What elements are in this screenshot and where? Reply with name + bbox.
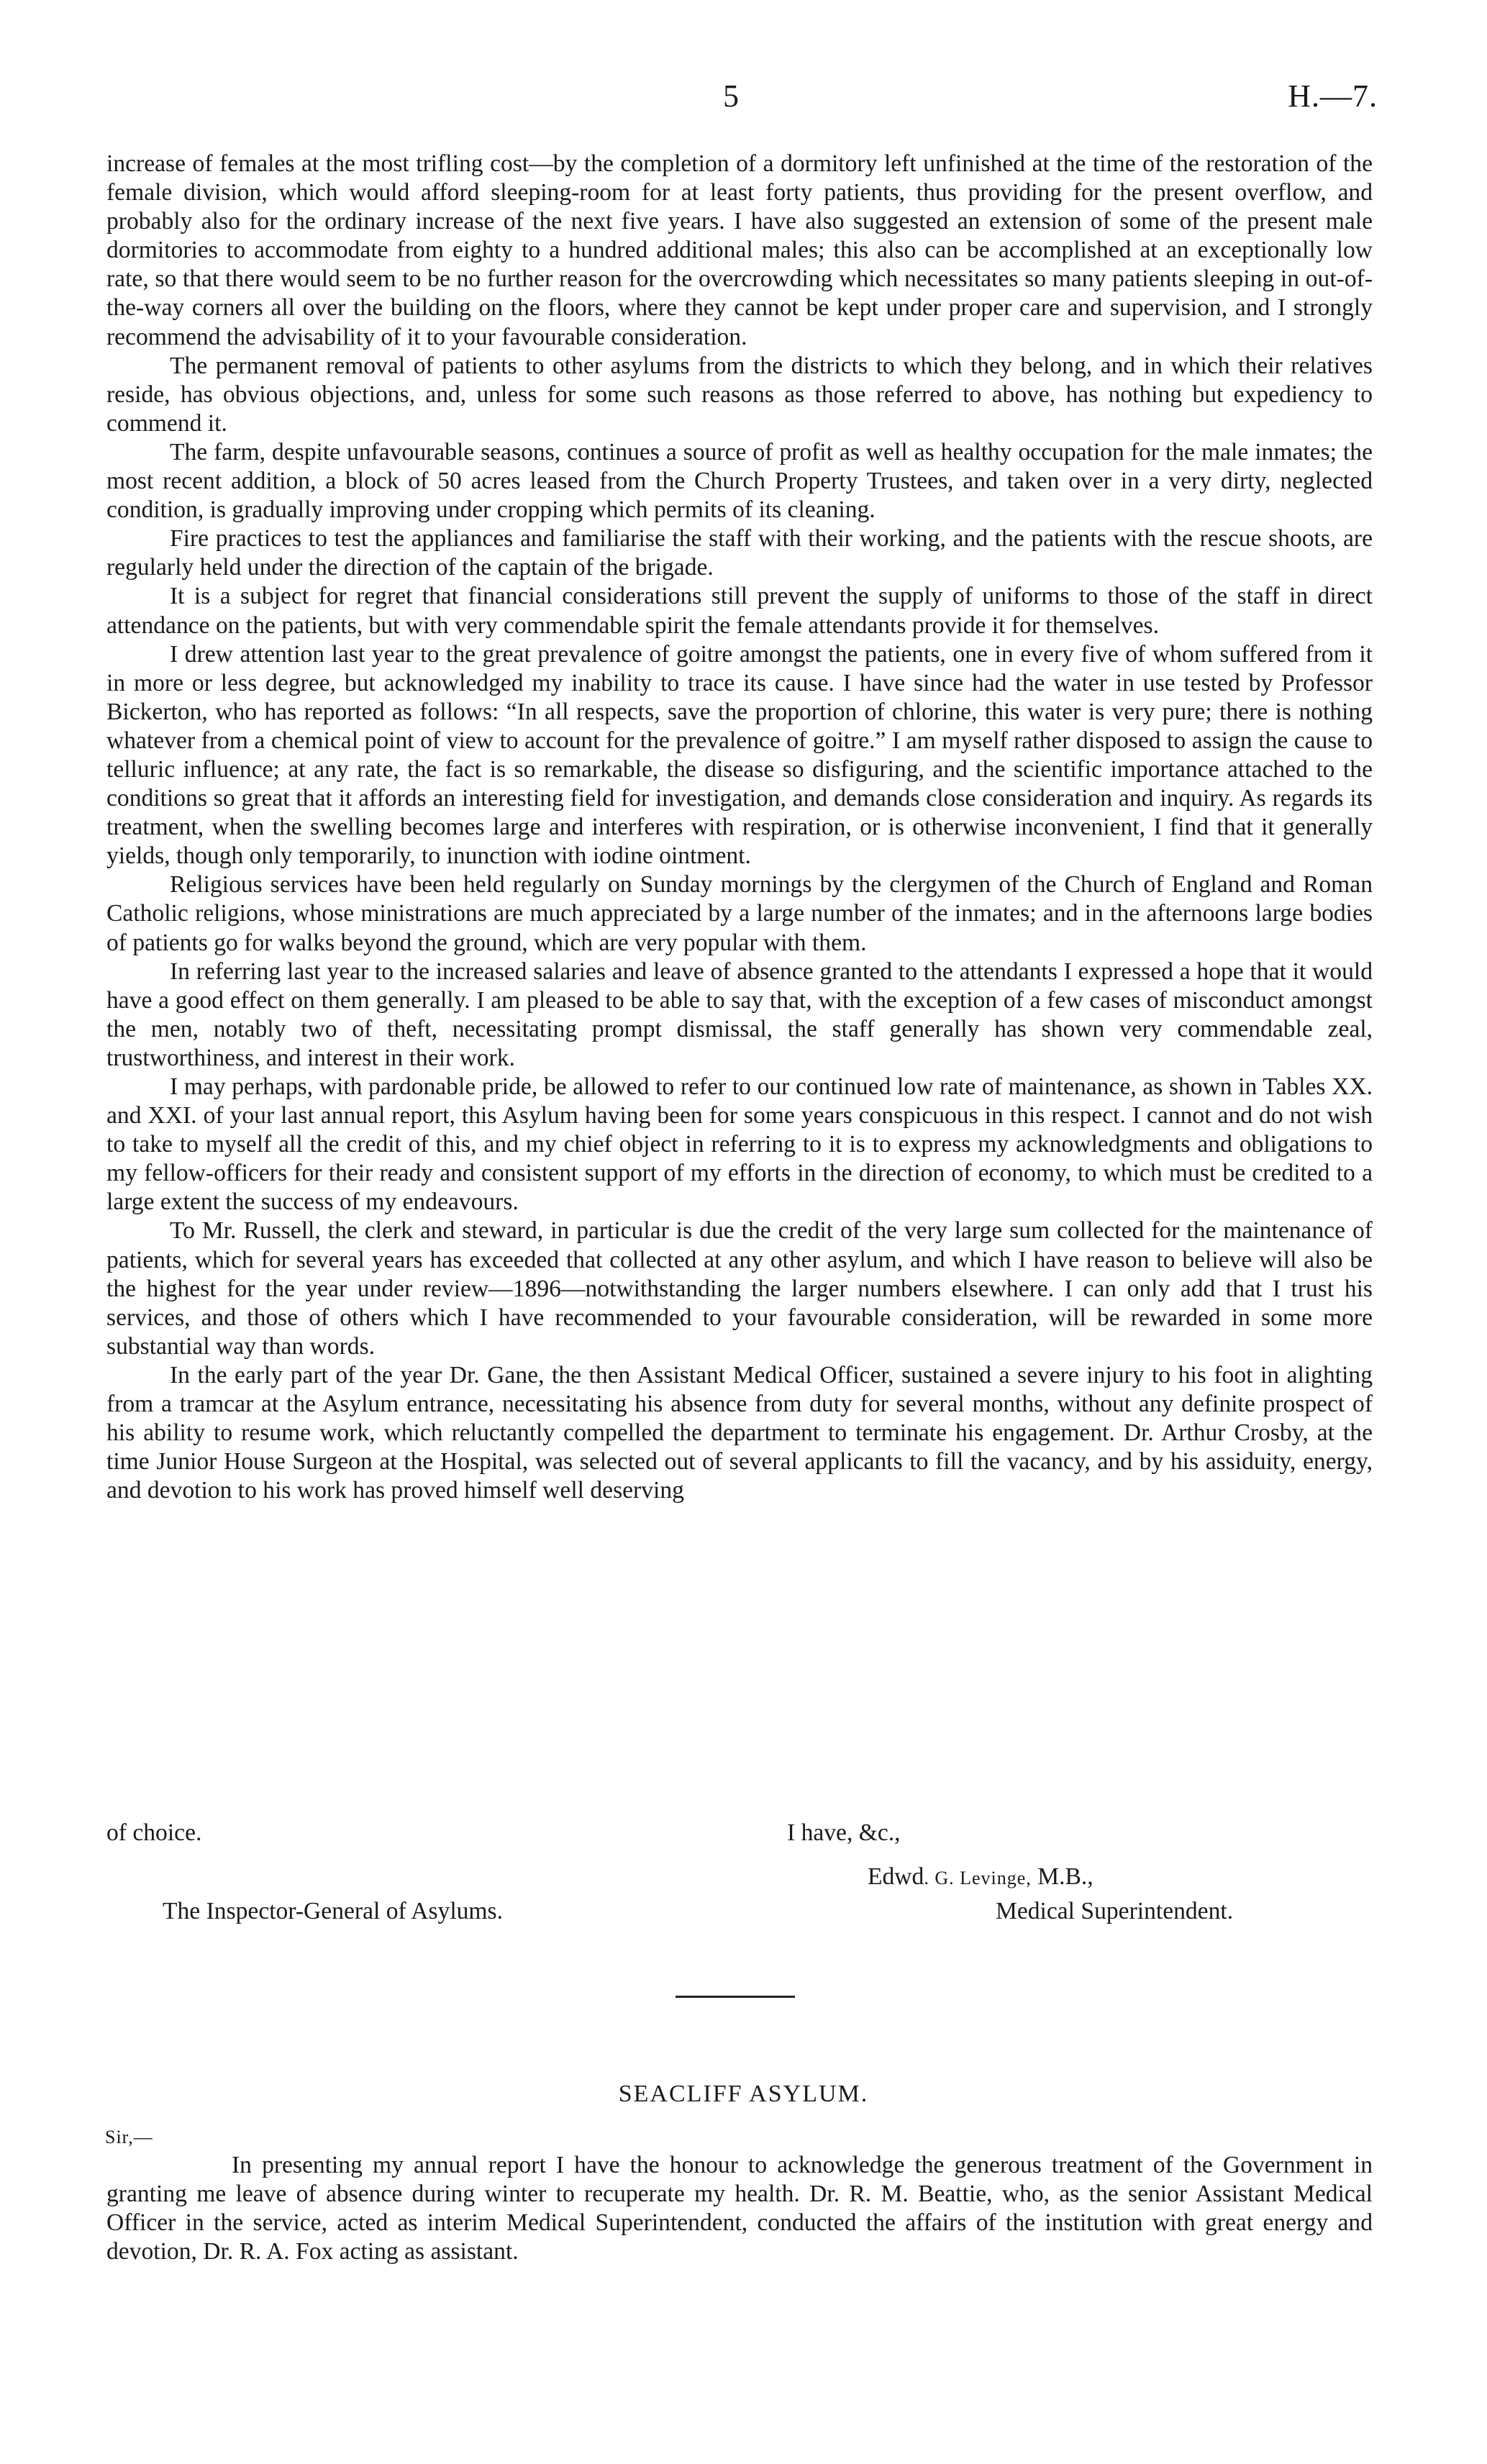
report-paragraph: To Mr. Russell, the clerk and steward, in particular is due the credit of the very large sum collected for the maintenance of patients, which for several years has exceeded that collected at any other asylum, and which I have reason to believe will also be the highest for the year under review—1896—notwithstanding the larger numbers elsewhere. I can only add that I trust his services, and those of others which I have recommended to your favourable consideration, will be rewarded in some more substantial way than words. <box>106 1217 1373 1360</box>
signatory-title: Medical Superintendent. <box>996 1898 1234 1924</box>
report-paragraph: The farm, despite unfavourable seasons, continues a source of profit as well as healthy occupation for the male inmates; the most recent addition, a block of 50 acres leased from the Church Property Trustees, and taken over in a very dirty, neglected condition, is gradually improving under cropping which permits of its cleaning. <box>106 438 1373 524</box>
report-code: H.—7. <box>1288 78 1378 114</box>
report-body <box>106 150 1373 1505</box>
report-paragraph: In referring last year to the increased salaries and leave of absence granted to the attendants I expressed a hope that it would have a good effect on them generally. I am pleased to be able to say that, with the exception of a few cases of misconduct amongst the men, notably two of theft, necessitating prompt dismissal, the staff generally has shown very commendable zeal, trustworthiness, and interest in their work. <box>106 958 1373 1071</box>
report-paragraph: I may perhaps, with pardonable pride, be allowed to refer to our continued low rate of maintenance, as shown in Tables XX. and XXI. of your last annual report, this Asylum having been for some years conspicuous in this respect. I cannot and do not wish to take to myself all the credit of this, and my chief object in referring to it is to express my acknowledgments and obligations to my fellow-officers for their ready and consistent support of my efforts in the direction of economy, to which must be credited to a large extent the success of my endeavours. <box>106 1073 1373 1216</box>
seacliff-intro <box>106 2151 1373 2266</box>
closing-final-words: of choice. <box>106 1819 202 1846</box>
report-paragraph: I drew attention last year to the great prevalence of goitre amongst the patients, one in every five of whom suffered from it in more or less degree, but acknowledged my inability to trace its cause. I have since had the water in use tested by Professor Bickerton, who has reported as follows: “In all respects, save the proportion of chlorine, this water is very pure; there is nothing whatever from a chemical point of view to account for the prevalence of goitre.” I am myself rather disposed to assign the cause to telluric influence; at any rate, the fact is so remarkable, the disease so disfiguring, and the scientific importance attached to the conditions so great that it affords an interesting field for investigation, and demands close consideration and inquiry. As regards its treatment, when the swelling becomes large and interferes with respiration, or is otherwise inconvenient, I find that it generally yields, though only temporarily, to inunction with iodine ointment. <box>106 640 1373 870</box>
report-paragraph: increase of females at the most trifling cost—by the completion of a dormitory left unfinished at the time of the restoration of the female division, which would afford sleeping-room for at least forty patients, thus providing for the present overflow, and probably also for the ordinary increase of the next five years. I have also suggested an extension of some of the present male dormitories to accommodate from eighty to a hundred additional males; this also can be accomplished at an exceptionally low rate, so that there would seem to be no further reason for the overcrowding which necessitates so many patients sleeping in out-of-the-way corners all over the building on the floors, where they cannot be kept under proper care and supervision, and I strongly recommend the advisability of it to your favourable consideration. <box>106 150 1373 350</box>
report-paragraph: Fire practices to test the appliances and familiarise the staff with their working, and the patients with the rescue shoots, are regularly held under the direction of the captain of the brigade. <box>106 525 1373 581</box>
signatory-name <box>868 1863 1093 1891</box>
salutation: Sir,— <box>105 2127 153 2147</box>
report-paragraph: Religious services have been held regularly on Sunday mornings by the clergymen of the Church of England and Roman Catholic religions, whose ministrations are much appreciated by a large number of the inmates; and in the afternoons large bodies of patients go for walks beyond the ground, which are very popular with them. <box>106 871 1373 956</box>
sign-off: I have, &c., <box>787 1819 901 1846</box>
signatory-rest: . G. Levinge, <box>924 1868 1032 1888</box>
seacliff-paragraph: In presenting my annual report I have the honour to acknowledge the generous treatment of the Government in granting me leave of absence during winter to recuperate my health. Dr. R. M. Beattie, who, as the senior Assistant Medical Officer in the service, acted as interim Medical Superintendent, conducted the affairs of the institution with great energy and devotion, Dr. R. A. Fox acting as assistant. <box>106 2152 1373 2265</box>
addressee: The Inspector-General of Asylums. <box>163 1898 504 1924</box>
page-number: 5 <box>723 78 739 114</box>
report-paragraph: In the early part of the year Dr. Gane, the then Assistant Medical Officer, sustained a severe injury to his foot in alighting from a tramcar at the Asylum entrance, necessitating his absence from duty for several months, without any definite prospect of his ability to resume work, which reluctantly compelled the department to terminate his engagement. Dr. Arthur Crosby, at the time Junior House Surgeon at the Hospital, was selected out of several applicants to fill the vacancy, and by his assiduity, energy, and devotion to his work has proved himself well deserving <box>106 1361 1373 1504</box>
section-heading: SEACLIFF ASYLUM. <box>618 2081 869 2107</box>
report-paragraph: It is a subject for regret that financial considerations still prevent the supply of uniforms to those of the staff in direct attendance on the patients, but with very commendable spirit the female attendants provide it for themselves. <box>106 583 1373 639</box>
section-divider <box>676 1996 795 1998</box>
report-paragraph: The permanent removal of patients to other asylums from the districts to which they belong, and in which their relatives reside, has obvious objections, and, unless for some such reasons as those referred to above, has nothing but expediency to commend it. <box>106 352 1373 437</box>
signatory-degree: M.B., <box>1031 1863 1093 1890</box>
signatory-initial: Edwd <box>868 1863 924 1890</box>
